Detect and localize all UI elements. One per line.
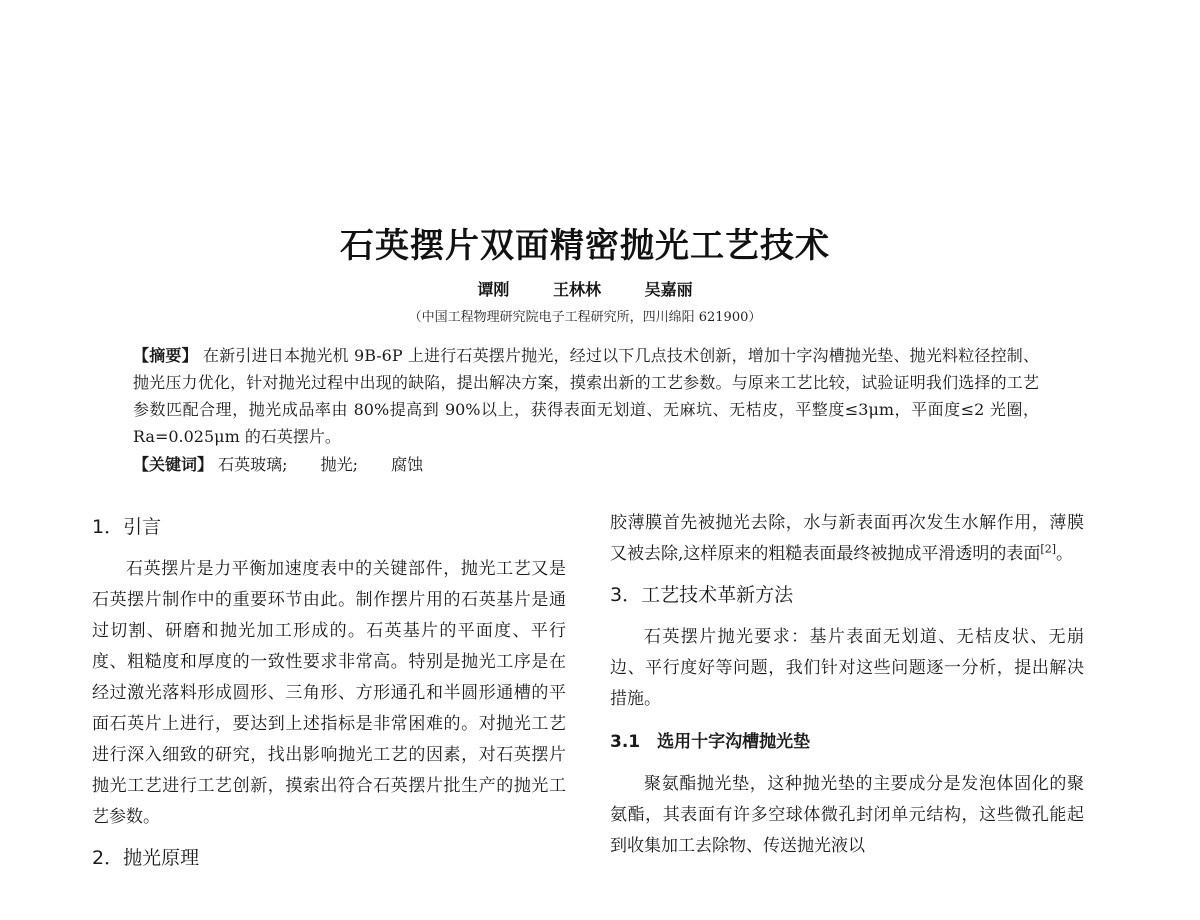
author-name: 谭刚 <box>477 280 510 299</box>
body-paragraph: 聚氨酯抛光垫，这种抛光垫的主要成分是发泡体固化的聚氨酯，其表面有许多空球体微孔封闭单元结构，这些微孔能起到收集加工去除物、传送抛光液以 <box>610 774 1084 856</box>
author-name: 王林林 <box>552 280 601 299</box>
affiliation: （中国工程物理研究院电子工程研究所，四川绵阳 621900） <box>408 310 762 325</box>
keyword: 抛光; <box>320 455 359 474</box>
paper-title: 石英摆片双面精密抛光工艺技术 <box>340 226 830 266</box>
right-column <box>610 508 1084 870</box>
paragraph-end: 。 <box>1056 544 1073 564</box>
left-column <box>92 508 566 885</box>
abstract <box>133 342 1039 450</box>
abstract-label: 【摘要】 <box>133 346 198 365</box>
body-paragraph <box>610 508 1084 570</box>
section-heading: 3．工艺技术革新方法 <box>610 584 794 606</box>
abstract-text: 在新引进日本抛光机 9B-6P 上进行石英摆片抛光，经过以下几点技术创新，增加十字沟槽抛光垫、抛光料粒径控制、抛光压力优化，针对抛光过程中出现的缺陷，提出解决方案，摸索出新的工艺参数。与原来工艺比较，试验证明我们选择的工艺参数匹配合理，抛光成品率由 80%提高到 90%以上，获得表面无划道、无麻坑、无桔皮，平整度≤3μm，平面度≤2 光圈，Ra=0.025μm 的石英摆片。 <box>133 346 1039 446</box>
subsection-heading: 3.1 选用十字沟槽抛光垫 <box>610 732 811 752</box>
section-heading: 1．引言 <box>92 516 162 538</box>
author-list <box>0 277 1170 300</box>
citation-ref: [2] <box>1040 542 1056 556</box>
keyword: 腐蚀 <box>391 455 424 474</box>
author-name: 吴嘉丽 <box>644 280 693 299</box>
paragraph-text: 胶薄膜首先被抛光去除，水与新表面再次发生水解作用，薄膜又被去除,这样原来的粗糙表面最终被抛成平滑透明的表面 <box>610 513 1084 564</box>
keywords <box>133 451 1039 478</box>
section-heading: 2．抛光原理 <box>92 847 200 869</box>
body-paragraph: 石英摆片是力平衡加速度表中的关键部件，抛光工艺又是石英摆片制作中的重要环节由此。制作摆片用的石英基片是通过切割、研磨和抛光加工形成的。石英基片的平面度、平行度、粗糙度和厚度的一致性要求非常高。特别是抛光工序是在经过激光落料形成圆形、三角形、方形通孔和半圆形通槽的平面石英片上进行，要达到上述指标是非常困难的。对抛光工艺进行深入细致的研究，找出影响抛光工艺的因素，对石英摆片抛光工艺进行工艺创新，摸索出符合石英摆片批生产的抛光工艺参数。 <box>92 559 566 827</box>
body-paragraph: 石英摆片抛光要求：基片表面无划道、无桔皮状、无崩边、平行度好等问题，我们针对这些问题逐一分析，提出解决措施。 <box>610 627 1084 709</box>
keyword: 石英玻璃; <box>218 455 288 474</box>
keywords-label: 【关键词】 <box>133 455 214 474</box>
